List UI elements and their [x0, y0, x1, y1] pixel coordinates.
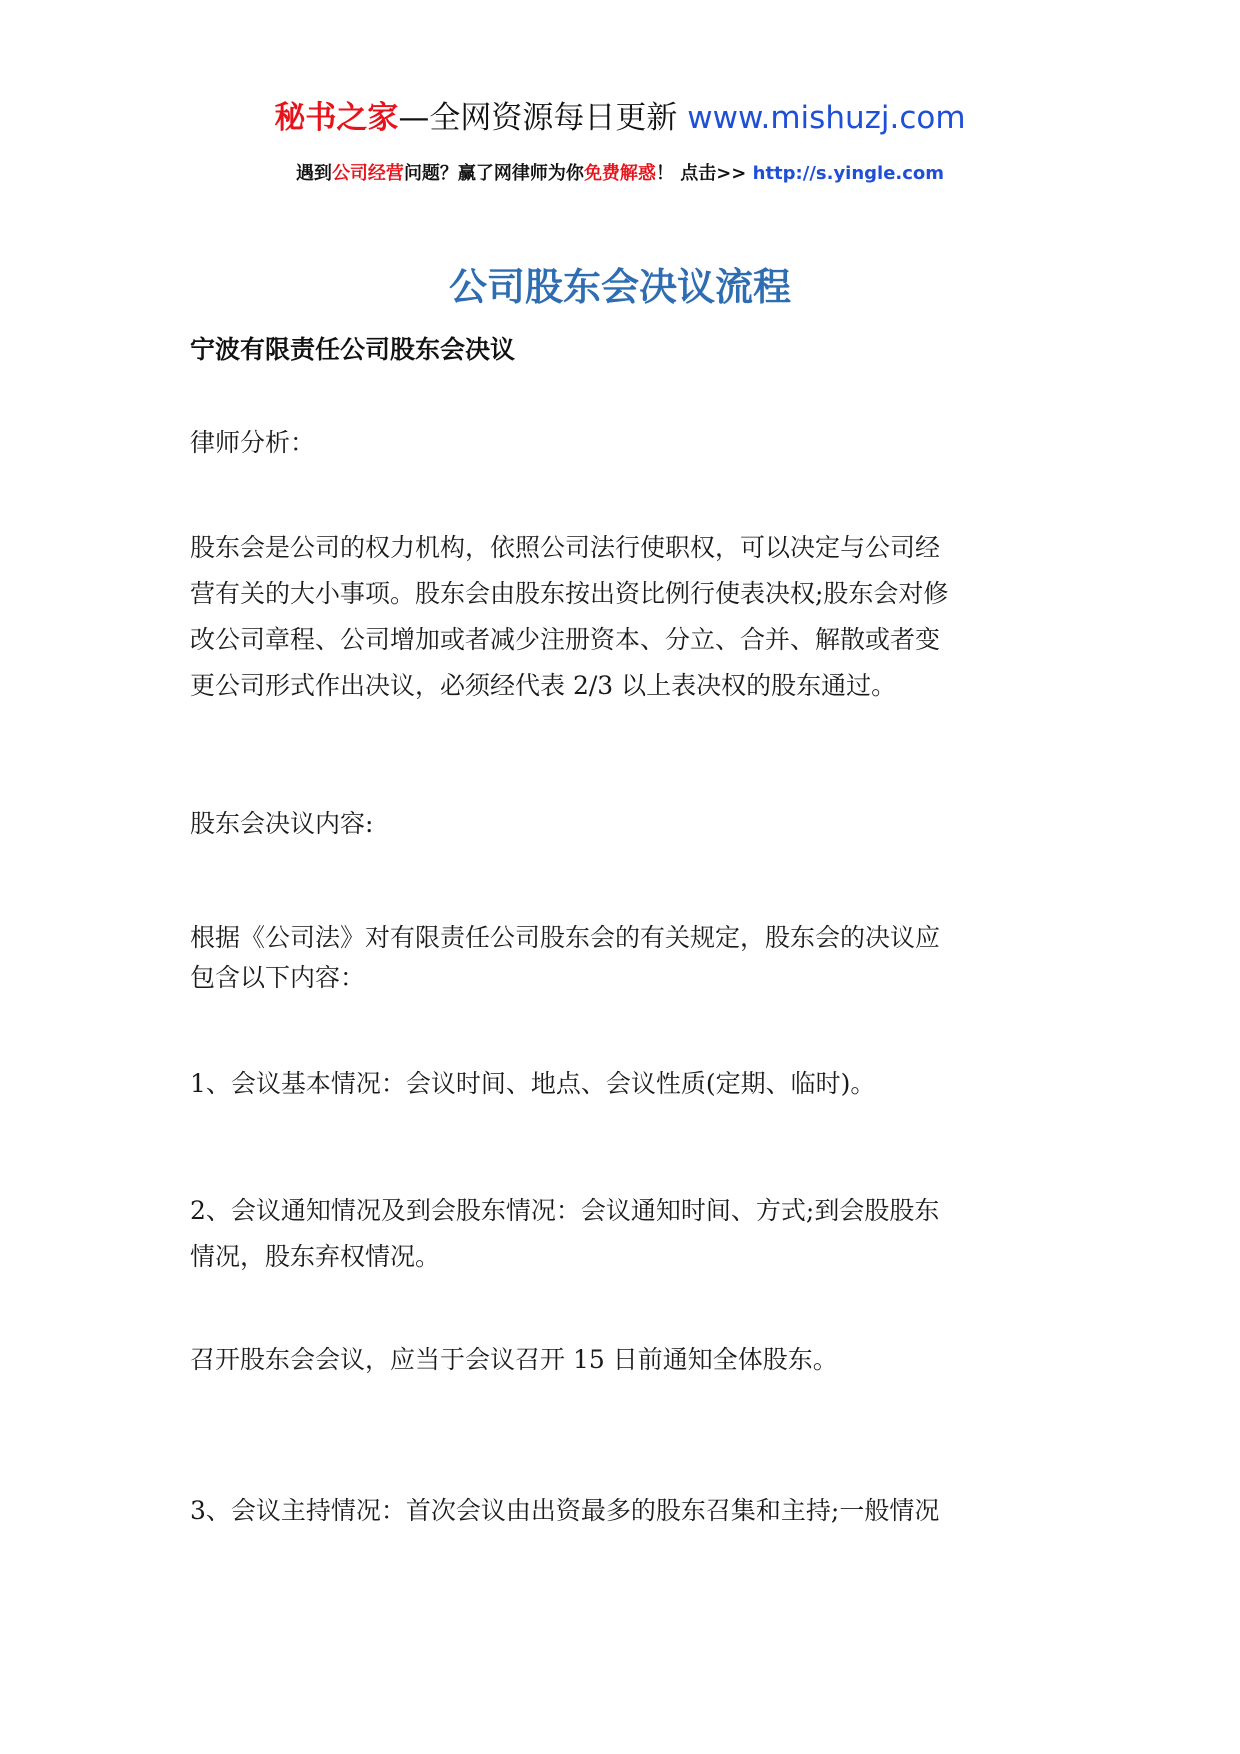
- paragraph-lawyer-analysis: [190, 420, 1060, 466]
- promo-text-2: 问题？赢了网律师为你: [403, 163, 584, 184]
- promo-line: [0, 161, 1240, 187]
- banner-tagline: —全网资源每日更新: [398, 100, 688, 136]
- paragraph-line: 召开股东会会议，应当于会议召开 15 日前通知全体股东。: [190, 1345, 838, 1374]
- promo-text-1: 遇到: [295, 163, 332, 184]
- site-banner: [0, 98, 1240, 138]
- paragraph-line: 更公司形式作出决议，必须经代表 2/3 以上表决权的股东通过。: [190, 671, 897, 700]
- paragraph-item-3: [190, 1488, 1060, 1534]
- promo-highlight-2: 免费解惑: [583, 163, 656, 184]
- document-title: 公司股东会决议流程: [448, 265, 791, 309]
- site-url-link[interactable]: www.mishuzj.com: [687, 100, 966, 136]
- promo-highlight-1: 公司经营: [331, 163, 404, 184]
- paragraph-line: 改公司章程、公司增加或者减少注册资本、分立、合并、解散或者变: [190, 625, 941, 654]
- paragraph-line: 营有关的大小事项。股东会由股东按出资比例行使表决权;股东会对修: [190, 579, 949, 608]
- paragraph-shareholder-meeting-powers: [190, 525, 1060, 709]
- paragraph-company-law-basis: [190, 918, 1060, 998]
- paragraph-resolution-content-heading: [190, 801, 1060, 847]
- document-subtitle: 宁波有限责任公司股东会决议: [190, 335, 516, 364]
- brand-name: 秘书之家: [274, 100, 399, 136]
- paragraph-line: 1、会议基本情况：会议时间、地点、会议性质(定期、临时)。: [190, 1069, 876, 1098]
- paragraph-line: 根据《公司法》对有限责任公司股东会的有关规定，股东会的决议应: [190, 923, 941, 952]
- paragraph-item-2: [190, 1188, 1060, 1280]
- paragraph-line: 3、会议主持情况：首次会议由出资最多的股东召集和主持;一般情况: [190, 1496, 940, 1525]
- paragraph-line: 股东会决议内容:: [190, 809, 374, 838]
- promo-text-3: ！ 点击>>: [655, 163, 753, 184]
- paragraph-line: 包含以下内容：: [190, 963, 366, 992]
- paragraph-line: 律师分析：: [190, 428, 316, 457]
- promo-link[interactable]: http://s.yingle.com: [752, 163, 945, 184]
- paragraph-meeting-notice: [190, 1337, 1060, 1383]
- paragraph-line: 2、会议通知情况及到会股东情况：会议通知时间、方式;到会股股东: [190, 1196, 940, 1225]
- paragraph-line: 股东会是公司的权力机构，依照公司法行使职权，可以决定与公司经: [190, 533, 941, 562]
- paragraph-line: 情况，股东弃权情况。: [190, 1242, 441, 1271]
- paragraph-item-1: [190, 1061, 1060, 1107]
